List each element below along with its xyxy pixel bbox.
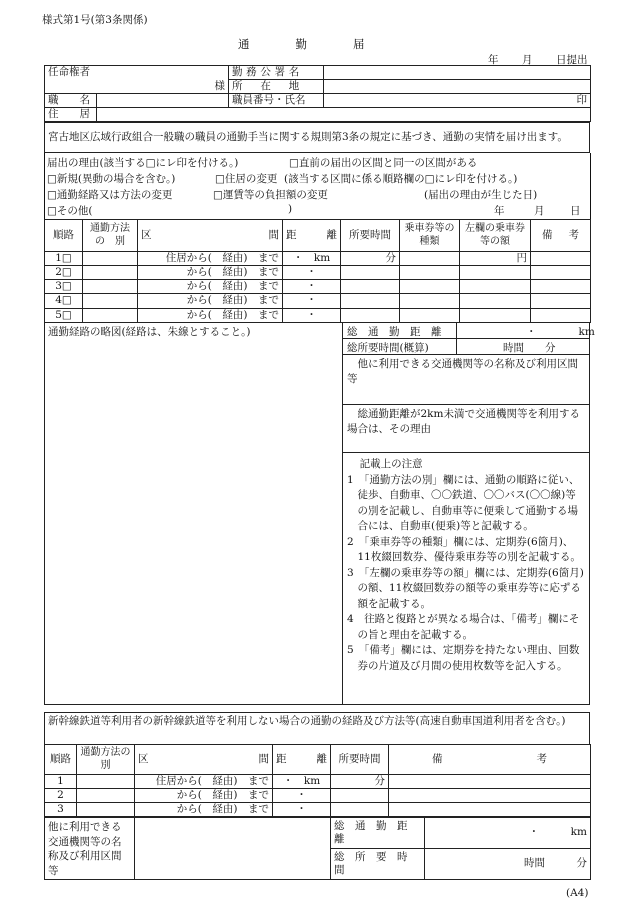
reason-same-route[interactable]: □直前の届出の区間と同一の区間がある xyxy=(289,157,478,169)
appointer-label: 任命権者 xyxy=(48,66,90,78)
route-row-distance[interactable]: ・ xyxy=(283,308,341,322)
route-row-ticket[interactable] xyxy=(400,252,460,266)
route-row-time[interactable] xyxy=(341,308,400,322)
route-row-no[interactable]: 1□ xyxy=(45,252,83,266)
shinkansen-summary-table xyxy=(44,817,591,880)
table-row xyxy=(45,266,591,280)
table-row xyxy=(45,308,591,322)
total-distance-label: 総 通 勤 距 離 xyxy=(347,326,442,338)
employee-no-label: 職員番号・氏名 xyxy=(229,94,324,108)
shin-row-distance[interactable]: ・ xyxy=(273,789,331,803)
shin-row-time[interactable] xyxy=(331,803,389,817)
position-field[interactable] xyxy=(97,94,229,108)
reason-fare-change[interactable]: □運賃等の負担額の変更 xyxy=(213,189,328,201)
reason-address-change[interactable]: □住居の変更 xyxy=(215,173,278,185)
shin-row-time[interactable] xyxy=(331,789,389,803)
route-row-distance[interactable]: ・ xyxy=(283,280,341,294)
shin-header-order: 順路 xyxy=(45,745,77,775)
shin-row-remarks[interactable] xyxy=(389,803,591,817)
employee-table xyxy=(44,93,591,122)
date-month: 月 xyxy=(522,54,533,66)
notes-section xyxy=(343,453,589,674)
route-row-time[interactable] xyxy=(341,294,400,308)
reason-month: 月 xyxy=(534,205,545,217)
route-row-time[interactable] xyxy=(341,266,400,280)
form-number: 様式第1号(第3条関係) xyxy=(42,14,148,26)
reason-route-change[interactable]: □通勤経路又は方法の変更 xyxy=(47,189,173,201)
employee-field[interactable] xyxy=(324,94,591,108)
shin-total-time-value[interactable]: 時間 分 xyxy=(425,849,591,880)
address-field[interactable] xyxy=(97,108,591,122)
route-row-remarks[interactable] xyxy=(531,252,591,266)
table-row xyxy=(45,294,591,308)
shin-row-section[interactable]: から( 経由) まで xyxy=(135,803,273,817)
date-submitted: 日提出 xyxy=(556,54,588,66)
route-row-method[interactable] xyxy=(83,280,138,294)
route-row-distance[interactable]: ・ km xyxy=(283,252,341,266)
shin-header-remarks: 備 考 xyxy=(389,745,591,775)
form-title: 通 勤 届 xyxy=(238,37,365,51)
shin-header-distance: 距 離 xyxy=(273,745,331,775)
notes-title: 記載上の注意 xyxy=(359,458,423,470)
table-row xyxy=(45,803,591,817)
table-row xyxy=(45,280,591,294)
route-row-ticket[interactable] xyxy=(400,266,460,280)
reason-date-caption: (届出の理由が生じた日) xyxy=(424,189,538,201)
route-row-ticket[interactable] xyxy=(400,280,460,294)
route-table xyxy=(44,219,591,323)
route-row-fare[interactable] xyxy=(460,308,531,322)
route-row-remarks[interactable] xyxy=(531,266,591,280)
route-header-ticket-type: 乗車券等の種類 xyxy=(400,220,460,252)
route-row-no[interactable]: 3□ xyxy=(45,280,83,294)
reason-other-close: ) xyxy=(288,203,293,215)
reason-other[interactable]: □その他( xyxy=(47,205,93,217)
route-row-fare[interactable]: 円 xyxy=(460,252,531,266)
route-header-distance: 距 離 xyxy=(283,220,341,252)
route-row-ticket[interactable] xyxy=(400,294,460,308)
route-row-distance[interactable]: ・ xyxy=(283,266,341,280)
route-row-section[interactable]: から( 経由) まで xyxy=(138,266,283,280)
total-distance-value: ・ km xyxy=(526,326,595,338)
shin-row-no: 3 xyxy=(45,803,77,817)
reason-year: 年 xyxy=(494,205,505,217)
route-map-label: 通勤経路の略図(経路は、朱線とすること。) xyxy=(48,326,251,338)
route-row-method[interactable] xyxy=(83,308,138,322)
header-table xyxy=(44,65,591,94)
address-label: 住 居 xyxy=(45,108,97,122)
shin-row-remarks[interactable] xyxy=(389,789,591,803)
route-row-section[interactable]: から( 経由) まで xyxy=(138,294,283,308)
shinkansen-table xyxy=(44,744,591,817)
location-label: 所 在 地 xyxy=(229,80,324,94)
right-column xyxy=(342,322,595,705)
shin-other-field[interactable] xyxy=(135,818,331,880)
table-row xyxy=(45,789,591,803)
location-field[interactable] xyxy=(324,80,591,94)
note-item: 3 「左欄の乗車券等の額」欄には、定期券(6箇月)の額、11枚綴回数券の額等の乗車券等に応ずる額を記載する。 xyxy=(347,566,584,610)
shin-total-time-label: 総 所 要 時 間 xyxy=(331,849,425,880)
shin-row-distance[interactable]: ・ km xyxy=(273,775,331,789)
position-label: 職 名 xyxy=(45,94,97,108)
route-row-fare[interactable] xyxy=(460,280,531,294)
shin-other-label: 他に利用できる交通機関等の名称及び利用区間等 xyxy=(45,818,135,880)
paper-size-label: (A4) xyxy=(566,887,589,899)
route-row-section[interactable]: から( 経由) まで xyxy=(138,308,283,322)
route-header-order: 順路 xyxy=(45,220,83,252)
route-row-section[interactable]: 住居から( 経由) まで xyxy=(138,252,283,266)
shin-row-method[interactable] xyxy=(77,803,135,817)
shin-header-section: 区 間 xyxy=(135,745,273,775)
under-2km-cell[interactable]: 総通勤距離が2km未満で交通機関等を利用する場合は、その理由 xyxy=(343,405,589,453)
route-row-method[interactable] xyxy=(83,252,138,266)
other-transport-cell[interactable]: 他に利用できる交通機関等の名称及び利用区間等 xyxy=(343,355,589,405)
route-header-fare: 左欄の乗車券等の額 xyxy=(460,220,531,252)
shin-row-no: 2 xyxy=(45,789,77,803)
reason-day: 日 xyxy=(570,205,581,217)
shin-row-method[interactable] xyxy=(77,775,135,789)
reason-same-route-note: (該当する区間に係る順路欄の□にレ印を付ける。) xyxy=(284,173,518,185)
shinkansen-caption: 新幹線鉄道等利用者の新幹線鉄道等を利用しない場合の通勤の経路及び方法等(高速自動車国道利用者を含む。) xyxy=(44,712,590,744)
route-row-no[interactable]: 4□ xyxy=(45,294,83,308)
shin-row-distance[interactable]: ・ xyxy=(273,803,331,817)
note-item: 2 「乗車券等の種類」欄には、定期券(6箇月)、11枚綴回数券、優待乗車券等の別を記載する。 xyxy=(347,535,581,564)
shin-row-section[interactable]: 住居から( 経由) まで xyxy=(135,775,273,789)
route-row-method[interactable] xyxy=(83,266,138,280)
route-row-ticket[interactable] xyxy=(400,308,460,322)
shin-total-distance-value[interactable]: ・ km xyxy=(425,818,591,849)
route-row-section[interactable]: から( 経由) まで xyxy=(138,280,283,294)
route-row-remarks[interactable] xyxy=(531,308,591,322)
route-header-time: 所要時間 xyxy=(341,220,400,252)
route-row-no[interactable]: 5□ xyxy=(45,308,83,322)
route-row-no[interactable]: 2□ xyxy=(45,266,83,280)
note-item: 5 「備考」欄には、定期券を持たない理由、回数券の片道及び月間の使用枚数等を記入する。 xyxy=(347,644,580,672)
statement-table xyxy=(44,122,590,153)
office-name-label: 勤務公署名 xyxy=(229,66,324,80)
seal-mark: 印 xyxy=(576,94,587,106)
route-row-time[interactable] xyxy=(341,280,400,294)
shin-header-method: 通勤方法の 別 xyxy=(77,745,135,775)
route-header-section: 区 間 xyxy=(138,220,283,252)
shin-row-section[interactable]: から( 経由) まで xyxy=(135,789,273,803)
shin-header-time: 所要時間 xyxy=(331,745,389,775)
reason-label: 届出の理由(該当する□にレ印を付ける。) xyxy=(47,157,239,169)
reason-new[interactable]: □新規(異動の場合を含む。) xyxy=(47,173,176,185)
route-header-method: 通勤方法の 別 xyxy=(83,220,138,252)
statement-text: 宮古地区広域行政組合一般職の職員の通勤手当に関する規則第3条の規定に基づき、通勤の実情を届け出ます。 xyxy=(45,123,590,153)
route-row-fare[interactable] xyxy=(460,266,531,280)
shin-total-distance-label: 総 通 勤 距 離 xyxy=(331,818,425,849)
note-item: 1 「通勤方法の別」欄には、通勤の順路に従い、徒歩、自動車、〇〇鉄道、〇〇バス(〇〇線)等の別を記載し、自動車等に便乗して通勤する場合には、自動車(便乗)等と記載する。 xyxy=(347,473,580,533)
sama-label: 様 xyxy=(214,80,225,93)
date-year: 年 xyxy=(488,54,499,66)
route-row-remarks[interactable] xyxy=(531,294,591,308)
shin-row-method[interactable] xyxy=(77,789,135,803)
total-time-row[interactable] xyxy=(343,339,589,355)
table-row xyxy=(45,775,591,789)
shin-row-no: 1 xyxy=(45,775,77,789)
total-distance-row[interactable] xyxy=(343,323,595,339)
appointer-cell[interactable] xyxy=(45,66,229,94)
route-row-time[interactable]: 分 xyxy=(341,252,400,266)
table-row xyxy=(45,252,591,266)
route-row-method[interactable] xyxy=(83,294,138,308)
note-item: 4 往路と復路とが異なる場合は、「備考」欄にその旨と理由を記載する。 xyxy=(347,613,580,641)
total-time-value: 時間 分 xyxy=(503,342,556,354)
route-row-fare[interactable] xyxy=(460,294,531,308)
total-time-label: 総所要時間(概算) xyxy=(347,342,429,354)
route-row-remarks[interactable] xyxy=(531,280,591,294)
route-row-distance[interactable]: ・ xyxy=(283,294,341,308)
route-header-remarks: 備 考 xyxy=(531,220,591,252)
office-name-field[interactable] xyxy=(324,66,591,80)
shin-row-time[interactable]: 分 xyxy=(331,775,389,789)
route-map-area[interactable] xyxy=(44,322,343,705)
shin-row-remarks[interactable] xyxy=(389,775,591,789)
